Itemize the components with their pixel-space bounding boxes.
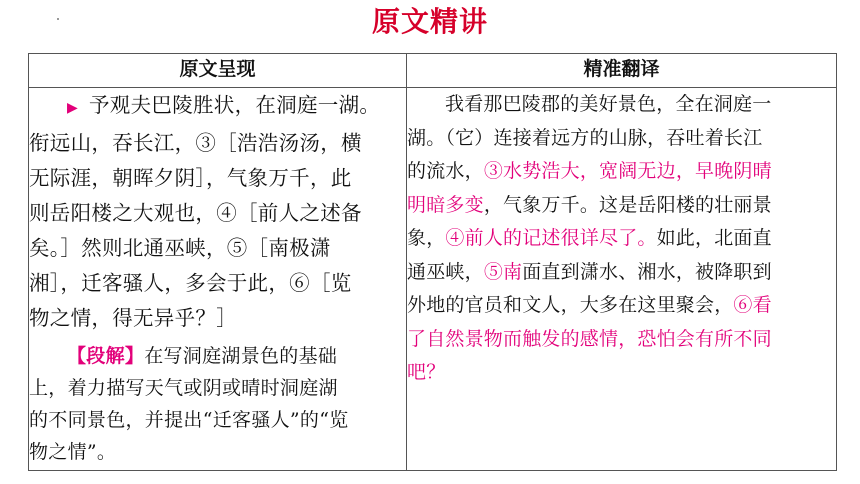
translation-line: 湖。（它）连接着远方的山脉，吞吐着长江 [407,126,763,149]
translation-text: 如此，北面直 [656,227,772,249]
translation-text: ，气象万千。这是岳阳楼的壮丽景 [483,193,772,216]
translation-line: 吧？ [407,361,446,383]
analysis-line: 物之情”。 [29,441,117,463]
analysis-text: 在写洞庭湖景色的基础 [144,345,338,367]
translation-text: 的流水， [407,160,484,182]
analysis-line: 的不同景色，并提出“迁客骚人”的“览 [29,409,349,431]
highlight-translation: ⑤南 [483,260,523,283]
highlight-translation: ⑥看 [733,294,772,316]
original-line-text: 予观夫巴陵胜状，在洞庭一湖。 [89,93,381,117]
table-content-row [29,88,837,471]
analysis-label: 【段解】 [67,345,145,367]
highlight-translation: ④前人的记述很详尽了。 [445,227,657,249]
translation-line [407,222,836,256]
translation-text: 外地的官员和文人，大多在这里聚会， [407,294,734,316]
translation-text: 象， [407,227,446,249]
original-line [29,88,406,126]
table-header-row [29,54,837,88]
translation-text: 面直到潇水、湘水，被降职到 [522,260,772,283]
translation-line: 我看那巴陵郡的美好景色，全在洞庭一 [445,93,772,115]
translation-cell [407,88,837,471]
highlight-translation: ③水势浩大，宽阔无边，早晚阴晴 [483,160,772,182]
translation-line [407,289,836,323]
analysis-line [29,340,406,372]
translation-line [407,155,836,189]
highlight-translation: 明暗多变 [407,193,484,216]
translation-line [407,189,836,223]
translation-line [407,256,836,290]
original-text-header: 原文呈现 [29,54,407,88]
content-table [28,53,837,471]
triangle-bullet-icon: ▶ [67,100,79,116]
original-text-cell [29,88,407,471]
translation-line: 了自然景物而触发的感情，恐怕会有所不同 [407,327,772,350]
translation-header: 精准翻译 [407,54,837,88]
original-line: 湘］，迁客骚人，多会于此，⑥［览 [29,271,352,295]
paragraph-analysis [29,340,406,468]
original-line: 物之情，得无异乎？］ [29,306,237,330]
original-line: 矣。］然则北通巫峡，⑤［南极潇 [29,236,331,260]
original-line: 衔远山，吞长江，③［浩浩汤汤，横 [29,131,362,155]
page-title: 原文精讲 [371,5,488,38]
original-line: 则岳阳楼之大观也，④［前人之述备 [29,201,362,225]
translation-text: 通巫峡， [407,260,484,283]
analysis-line: 上，着力描写天气或阴或晴时洞庭湖 [29,377,338,399]
original-line: 无际涯，朝晖夕阴］，气象万千，此 [29,166,352,190]
